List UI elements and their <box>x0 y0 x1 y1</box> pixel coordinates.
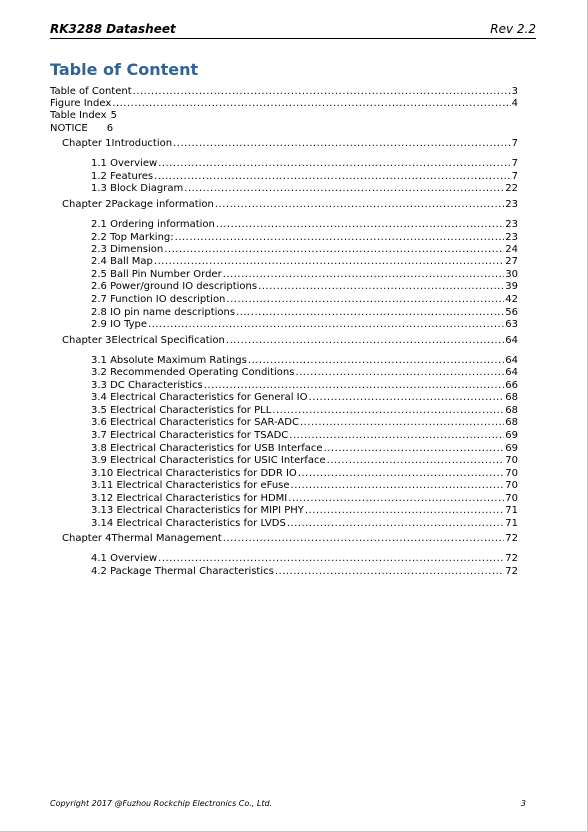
toc-entry[interactable] <box>91 232 518 244</box>
toc-entry-label: Figure Index <box>50 98 112 109</box>
toc-leader <box>175 232 505 244</box>
document-title: RK3288 Datasheet <box>50 22 176 36</box>
toc-entry-label: Package information <box>111 199 214 210</box>
toc-entry-page: 23 <box>505 199 518 210</box>
toc-entry[interactable] <box>91 566 518 578</box>
toc-entry-page: 68 <box>505 405 518 416</box>
chapter-number: Chapter 4 <box>62 533 112 544</box>
toc-entry-page: 72 <box>505 566 518 577</box>
toc-leader <box>327 455 505 467</box>
toc-leader <box>287 518 504 530</box>
toc-entry-label: 2.6 Power/ground IO descriptions <box>91 281 258 292</box>
toc-entry-label: 2.8 IO pin name descriptions <box>91 307 236 318</box>
toc-entry[interactable] <box>91 183 518 195</box>
toc-entry-label: 3.7 Electrical Characteristics for TSADC <box>91 430 289 441</box>
page-number: 3 <box>520 799 526 808</box>
toc-leader <box>324 443 505 455</box>
toc-leader <box>154 256 504 268</box>
toc-entry-page: 42 <box>505 294 518 305</box>
toc-entry-page: 71 <box>505 518 518 529</box>
toc-entry[interactable] <box>91 319 518 331</box>
toc-entry[interactable] <box>91 367 518 379</box>
toc-entry-page: 56 <box>505 307 518 318</box>
toc-leader <box>112 98 510 110</box>
toc-entry-page: 64 <box>505 335 518 346</box>
toc-entry-page: 4 <box>511 98 518 109</box>
toc-entry[interactable] <box>91 480 518 492</box>
toc-entry[interactable] <box>91 417 518 429</box>
toc-entry-label: 3.14 Electrical Characteristics for LVDS <box>91 518 286 529</box>
toc-entry-label: Table of Content <box>50 86 132 97</box>
toc-leader <box>215 199 504 211</box>
toc-entry-label: Electrical Specification <box>111 335 225 346</box>
toc-entry-label: 4.2 Package Thermal Characteristics <box>91 566 274 577</box>
toc-leader <box>295 367 504 379</box>
toc-leader <box>158 553 504 565</box>
toc-entry-page: 30 <box>505 269 518 280</box>
toc-leader <box>298 468 504 480</box>
toc-entry-label: NOTICE <box>50 123 88 134</box>
toc-chapter-entry[interactable] <box>62 335 518 347</box>
toc-entry-page: 70 <box>505 455 518 466</box>
toc-leader <box>291 480 505 492</box>
toc-leader <box>236 307 504 319</box>
toc-entry-page: 7 <box>511 171 518 182</box>
toc-entry-label: 3.11 Electrical Characteristics for eFuse <box>91 480 290 491</box>
toc-leader <box>204 380 505 392</box>
toc-leader <box>133 86 511 98</box>
toc-entry-page: 64 <box>505 355 518 366</box>
toc-entry-label: 2.1 Ordering information <box>91 219 215 230</box>
toc-entry-label: 3.6 Electrical Characteristics for SAR-ADC <box>91 417 299 428</box>
page-footer <box>50 798 536 810</box>
toc-entry-label: 2.7 Function IO description <box>91 294 226 305</box>
toc-leader <box>305 505 504 517</box>
toc-leader <box>148 319 504 331</box>
toc-entry-page: 7 <box>511 158 518 169</box>
toc-entry-label: 1.1 Overview <box>91 158 158 169</box>
toc-entry-page: 64 <box>505 367 518 378</box>
toc-entry[interactable] <box>91 256 518 268</box>
toc-entry-page: 39 <box>505 281 518 292</box>
toc-leader <box>248 355 504 367</box>
toc-entry-page: 70 <box>505 480 518 491</box>
toc-entry-page: 68 <box>505 417 518 428</box>
toc-entry-label: 3.8 Electrical Characteristics for USB Interface <box>91 443 323 454</box>
toc-entry-label: 4.1 Overview <box>91 553 158 564</box>
toc-entry[interactable] <box>91 392 518 404</box>
toc-entry-label: 3.12 Electrical Characteristics for HDMI <box>91 493 288 504</box>
toc-entry[interactable] <box>50 86 518 98</box>
toc-entry[interactable] <box>91 443 518 455</box>
toc-leader <box>272 405 504 417</box>
toc-leader <box>216 219 504 231</box>
toc-leader <box>173 138 511 150</box>
toc-entry-page: 7 <box>511 138 518 149</box>
toc-entry-label: 1.2 Features <box>91 171 154 182</box>
toc-entry-page: 63 <box>505 319 518 330</box>
chapter-number: Chapter 2 <box>62 199 112 210</box>
toc-entry-label: 3.1 Absolute Maximum Ratings <box>91 355 247 366</box>
copyright-notice: Copyright 2017 @Fuzhou Rockchip Electronics Co., Ltd. <box>50 799 273 808</box>
toc-leader <box>288 493 504 505</box>
toc-entry[interactable] <box>91 244 518 256</box>
toc-chapter-entry[interactable] <box>62 138 518 150</box>
toc-entry[interactable] <box>91 405 518 417</box>
toc-entry-page: 69 <box>505 443 518 454</box>
toc-entry-label: 3.2 Recommended Operating Conditions <box>91 367 295 378</box>
toc-entry[interactable] <box>91 158 518 170</box>
toc-entry-page: 5 <box>110 110 117 121</box>
page-header <box>50 22 536 39</box>
toc-entry-label: Table Index <box>50 110 107 121</box>
toc-entry-label: 2.9 IO Type <box>91 319 148 330</box>
toc-entry[interactable] <box>91 505 518 517</box>
toc-entry[interactable] <box>91 380 518 392</box>
toc-entry[interactable] <box>91 493 518 505</box>
toc-entry-page: 24 <box>505 244 518 255</box>
toc-entry[interactable] <box>91 430 518 442</box>
toc-entry-label: Introduction <box>111 138 173 149</box>
toc-entry-page: 3 <box>511 86 518 97</box>
toc-heading: Table of Content <box>50 60 199 79</box>
toc-chapter-entry[interactable] <box>62 533 518 545</box>
chapter-number: Chapter 3 <box>62 335 112 346</box>
toc-entry-page: 27 <box>505 256 518 267</box>
toc-entry[interactable] <box>91 307 518 319</box>
toc-entry-label: 3.13 Electrical Characteristics for MIPI PHY <box>91 505 304 516</box>
toc-entry-label: 2.3 Dimension <box>91 244 164 255</box>
toc-entry-page: 69 <box>505 430 518 441</box>
toc-entry-label: 2.5 Ball Pin Number Order <box>91 269 222 280</box>
toc-entry-page: 70 <box>505 468 518 479</box>
toc-entry-page: 23 <box>505 219 518 230</box>
toc-leader <box>226 335 504 347</box>
toc-leader <box>184 183 504 195</box>
toc-entry-label: 1.3 Block Diagram <box>91 183 184 194</box>
toc-entry-label: 3.9 Electrical Characteristics for USIC Interface <box>91 455 326 466</box>
toc-leader <box>223 269 505 281</box>
toc-entry-label: 2.4 Ball Map <box>91 256 153 267</box>
toc-leader <box>300 417 504 429</box>
toc-entry-page: 71 <box>505 505 518 516</box>
toc-entry-label: 3.4 Electrical Characteristics for General IO <box>91 392 308 403</box>
toc-entry-page: 72 <box>505 533 518 544</box>
toc-entry[interactable] <box>91 269 518 281</box>
toc-leader <box>309 392 505 404</box>
toc-entry[interactable] <box>50 98 518 110</box>
toc-entry[interactable] <box>91 294 518 306</box>
toc-leader <box>258 281 504 293</box>
toc-entry-page: 66 <box>505 380 518 391</box>
document-revision: Rev 2.2 <box>490 22 536 36</box>
toc-chapter-entry[interactable] <box>62 199 518 211</box>
toc-entry-label: 3.5 Electrical Characteristics for PLL <box>91 405 272 416</box>
toc-leader <box>275 566 504 578</box>
toc-leader <box>226 294 504 306</box>
toc-entry[interactable] <box>91 281 518 293</box>
toc-entry-page: 23 <box>505 232 518 243</box>
toc-entry-label: 3.10 Electrical Characteristics for DDR IO <box>91 468 297 479</box>
toc-entry-label: 3.3 DC Characteristics <box>91 380 203 391</box>
toc-entry[interactable] <box>50 123 113 135</box>
toc-entry[interactable] <box>91 171 518 183</box>
toc-entry-label: Thermal Management <box>111 533 222 544</box>
toc-leader <box>158 158 510 170</box>
toc-entry[interactable] <box>91 468 518 480</box>
toc-leader <box>164 244 504 256</box>
toc-entry-page: 6 <box>106 123 114 134</box>
toc-entry[interactable] <box>50 110 117 122</box>
chapter-number: Chapter 1 <box>62 138 112 149</box>
toc-leader <box>154 171 511 183</box>
toc-leader <box>289 430 504 442</box>
toc-entry[interactable] <box>91 553 518 565</box>
toc-entry[interactable] <box>91 355 518 367</box>
toc-entry-page: 70 <box>505 493 518 504</box>
toc-entry-page: 72 <box>505 553 518 564</box>
toc-entry-label: 2.2 Top Marking: <box>91 232 174 243</box>
toc-entry[interactable] <box>91 455 518 467</box>
toc-entry-page: 68 <box>505 392 518 403</box>
toc-entry[interactable] <box>91 518 518 530</box>
toc-leader <box>223 533 505 545</box>
toc-entry[interactable] <box>91 219 518 231</box>
toc-entry-page: 22 <box>505 183 518 194</box>
